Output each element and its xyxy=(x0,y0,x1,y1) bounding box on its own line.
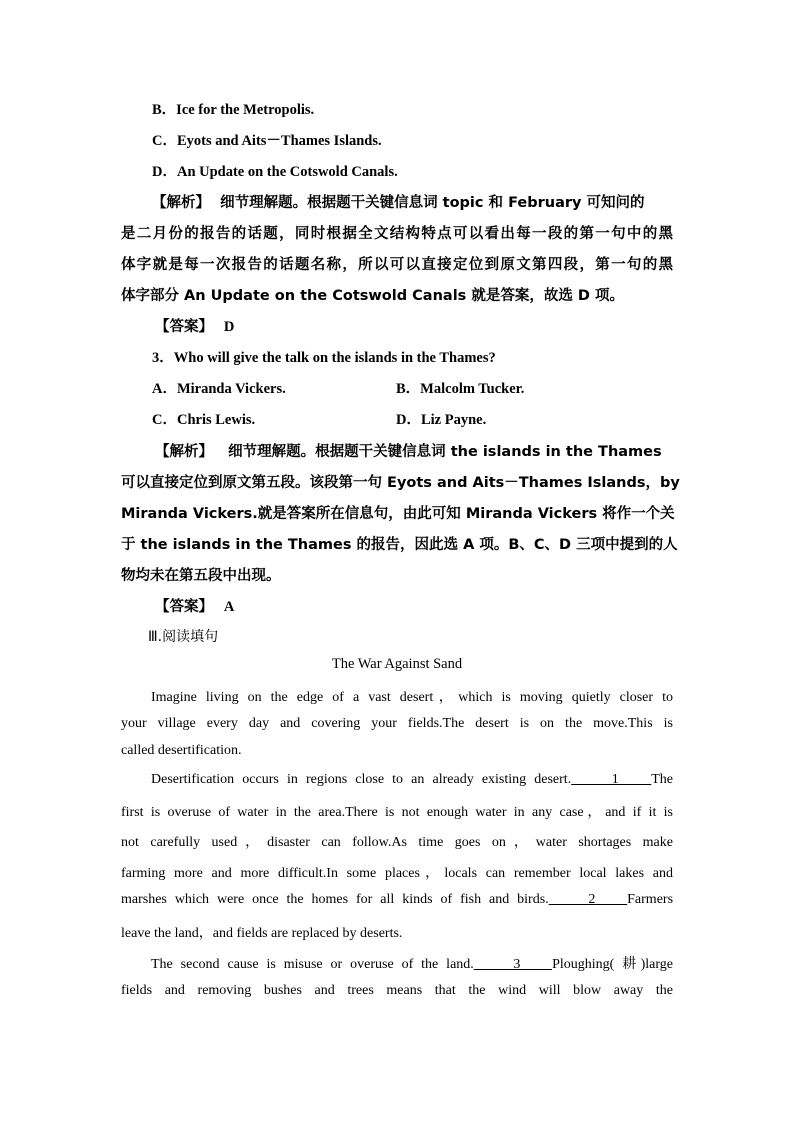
answer-value: A xyxy=(223,599,235,615)
blank-3: 3 xyxy=(513,957,521,972)
analysis-text: 细节理解题。根据题干关键信息词 the islands in the Thames xyxy=(228,444,662,460)
analysis-line: Miranda Vickers.就是答案所在信息句，由此可知 Miranda Vickers 将作一个关 xyxy=(121,506,675,522)
answer-line xyxy=(155,315,234,336)
passage-title: The War Against Sand xyxy=(331,656,463,672)
passage-line: Imagine living on the edge of a vast desert，which is moving quietly closer to xyxy=(151,690,673,705)
passage-text: The second cause is misuse or overuse of the land. xyxy=(151,957,474,972)
blank-1: 1 xyxy=(611,772,619,787)
analysis-text: 细节理解题。根据题干关键信息词 topic 和 February 可知问的 xyxy=(220,195,645,211)
passage-line: first is overuse of water in the area.There is not enough water in any case，and if it is xyxy=(121,805,673,820)
passage-line: not carefully used，disaster can follow.As time goes on，water shortages make xyxy=(121,835,673,850)
option-d: D．Liz Payne. xyxy=(396,412,487,428)
passage-text: Desertification occurs in regions close to an already existing desert. xyxy=(151,772,572,787)
question-3: 3．Who will give the talk on the islands in the Thames? xyxy=(152,350,496,366)
answer-tag: 【答案】 xyxy=(155,599,213,615)
analysis-line: 可以直接定位到原文第五段。该段第一句 Eyots and Aits－Thames Islands，by xyxy=(121,475,680,491)
option-b: B．Malcolm Tucker. xyxy=(396,381,525,397)
analysis-line: 是二月份的报告的话题，同时根据全文结构特点可以看出每一段的第一句中的黑 xyxy=(121,226,673,242)
analysis-line: 体字部分 An Update on the Cotswold Canals 就是答案，故选 D 项。 xyxy=(121,288,624,304)
answer-line xyxy=(155,595,234,616)
section-heading: Ⅲ.阅读填句 xyxy=(148,629,219,645)
analysis-line: 体字就是每一次报告的话题名称，所以可以直接定位到原文第四段，第一句的黑 xyxy=(121,257,673,273)
passage-line xyxy=(151,772,673,788)
option-a: A．Miranda Vickers. xyxy=(152,381,286,397)
passage-line: your village every day and covering your fields.The desert is on the move.This is xyxy=(121,716,673,731)
option-c: C．Chris Lewis. xyxy=(152,412,256,428)
passage-text: marshes which were once the homes for all kinds of fish and birds. xyxy=(121,892,549,907)
passage-line: farming more and more difficult.In some places，locals can remember local lakes and xyxy=(121,866,673,881)
analysis-tag: 【解析】 xyxy=(155,444,213,460)
passage-line: leave the land，and fields are replaced by deserts. xyxy=(121,926,403,941)
answer-tag: 【答案】 xyxy=(155,319,213,335)
blank-2: 2 xyxy=(588,892,596,907)
answer-value: D xyxy=(223,319,235,335)
passage-line: fields and removing bushes and trees means that the wind will blow away the xyxy=(121,983,673,998)
passage-text: The xyxy=(651,772,674,787)
analysis-line xyxy=(155,440,673,461)
passage-text: Ploughing( 耕)large xyxy=(552,957,674,972)
passage-text: Farmers xyxy=(627,892,674,907)
passage-line xyxy=(121,892,673,908)
analysis-line xyxy=(152,191,673,212)
option-b: B．Ice for the Metropolis. xyxy=(152,102,315,118)
analysis-line: 物均未在第五段中出现。 xyxy=(121,568,281,584)
option-d: D．An Update on the Cotswold Canals. xyxy=(152,164,398,180)
analysis-tag: 【解析】 xyxy=(152,195,210,211)
passage-line: called desertification. xyxy=(121,743,242,758)
passage-line xyxy=(151,953,673,973)
option-c: C．Eyots and Aits－Thames Islands. xyxy=(152,133,382,149)
analysis-line: 于 the islands in the Thames 的报告，因此选 A 项。B、C、D 三项中提到的人 xyxy=(121,537,678,553)
